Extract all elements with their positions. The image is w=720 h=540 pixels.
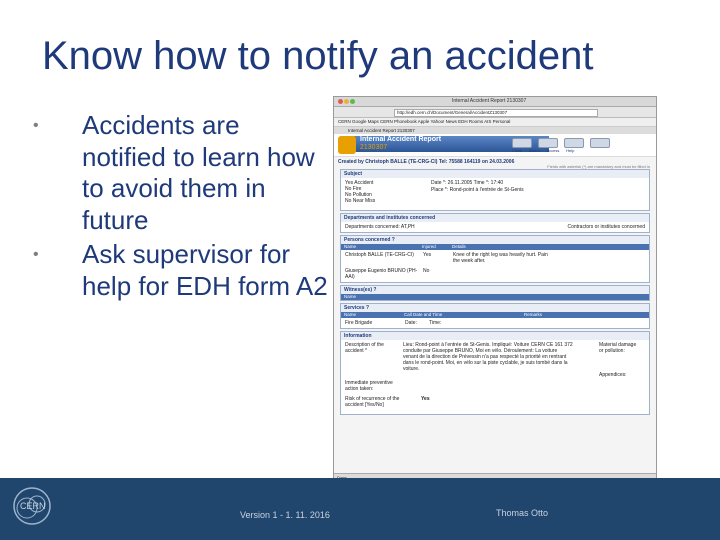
- close-label: Close: [512, 148, 523, 153]
- table-header: Name: [341, 294, 649, 300]
- section-header: Information: [341, 332, 649, 340]
- window-controls: [338, 99, 356, 106]
- author-text: Thomas Otto: [496, 508, 549, 518]
- browser-screenshot: [333, 96, 657, 482]
- header-button-labels: [512, 148, 574, 153]
- service-date: Date:: [405, 320, 417, 326]
- close-dot-icon: [338, 99, 343, 104]
- section-header: Witness(es) ?: [341, 286, 649, 294]
- services-section: [340, 303, 650, 329]
- col-details: Details: [452, 244, 466, 249]
- col-name: Name: [344, 312, 357, 317]
- attach-icon: [538, 138, 558, 148]
- service-time: Time:: [429, 320, 442, 326]
- attach-label: Attach: [528, 148, 541, 153]
- person-injured: Yes: [423, 252, 432, 258]
- bullet-text: Ask supervisor for help for EDH form A2: [82, 238, 328, 301]
- close-icon: [512, 138, 532, 148]
- help-icon: [590, 138, 610, 148]
- table-row: [341, 266, 649, 282]
- witnesses-section: [340, 285, 650, 301]
- mandatory-note: Fields with asterisk (*) are mandatory and must be filled in: [547, 164, 650, 169]
- table-row: [341, 250, 649, 266]
- window-titlebar: [334, 97, 656, 107]
- description-text: Lieu: Rond-point à l'entrée de St-Genis. Impliqué: Voiture CERN CE 161 372 conduite par Giuseppe BRUNO, Moi en vélo. Déroulement: La voiture venant de la direction de Prévessin n'a pas respecté la priorité en rentrant dans le rond-point. Moi, en vélo sur la piste cyclable, je suis tombé dans la voiture.: [403, 342, 573, 372]
- browser-tab: Internal Accident Report 2130307: [334, 127, 656, 134]
- type-accident: Yes Accident: [345, 180, 374, 186]
- place: Place *: Rond-point à l'entrée de St-Genis: [431, 187, 524, 193]
- bookmarks-bar: CERN Google Maps CERN Phonebook Apple Yahoo! News EDH Rooms AIS Personal: [334, 118, 656, 127]
- description-label: Description of the accident *: [345, 342, 384, 354]
- date-time: Date *: 26.11.2005 Time *: 17:40: [431, 180, 504, 186]
- col-remarks: Remarks: [524, 312, 543, 317]
- access-icon: [564, 138, 584, 148]
- service-name: Fire Brigade: [345, 320, 373, 326]
- version-text: Version 1 - 1. 11. 2016: [240, 510, 330, 520]
- appendices-label: Appendices:: [599, 372, 627, 378]
- section-header: Subject: [341, 170, 649, 178]
- footer-bar: [0, 478, 720, 540]
- risk-label: Risk of recurrence of the accident [Yes/No]: [345, 396, 400, 408]
- browser-navbar: [334, 107, 656, 118]
- person-details: Knee of the right leg was heavily hurt. Pain the week after.: [453, 252, 548, 264]
- departments-concerned: Departments concerned: AT,PH: [345, 224, 415, 230]
- minimize-dot-icon: [344, 99, 349, 104]
- type-pollution: No Pollution: [345, 192, 372, 198]
- persons-section: [340, 235, 650, 283]
- person-injured: No: [423, 268, 430, 274]
- slide-title: Know how to notify an accident: [42, 34, 594, 78]
- contractors-concerned: Contractors or institutes concerned: [567, 224, 645, 230]
- bullet-text: Accidents are notified to learn how to avoid them in future: [82, 110, 315, 236]
- information-section: [340, 331, 650, 415]
- col-injured: Injured: [422, 244, 436, 249]
- zoom-dot-icon: [350, 99, 355, 104]
- departments-section: [340, 213, 650, 233]
- bullet-item: [30, 110, 330, 237]
- col-call-date: Call Date and Time: [404, 312, 443, 317]
- person-name: Giuseppe Eugenio BRUNO (PH-AAI): [345, 268, 418, 280]
- bullet-dot-icon: •: [33, 117, 39, 134]
- col-name: Name: [344, 244, 357, 249]
- cern-logo-icon: [338, 136, 356, 154]
- section-header: Services ?: [341, 304, 649, 312]
- section-body: [341, 340, 649, 414]
- section-header: Departments and institutes concerned: [341, 214, 649, 222]
- person-name: Christoph BALLE (TE-CRG-CI): [345, 252, 414, 258]
- section-header: Persons concerned ?: [341, 236, 649, 244]
- window-title: Internal Accident Report 2130307: [452, 98, 527, 104]
- section-body: [341, 222, 649, 232]
- bullet-list: [30, 110, 330, 304]
- bullet-item: [30, 239, 330, 302]
- risk-value: Yes: [421, 396, 430, 402]
- cern-logo-icon: [10, 484, 54, 528]
- subject-section: [340, 169, 650, 211]
- svg-text:CERN: CERN: [20, 501, 46, 511]
- report-number: 2130307: [360, 144, 388, 151]
- type-fire: No Fire: [345, 186, 362, 192]
- type-near-miss: No Near Miss: [345, 198, 376, 204]
- access-label: Access: [546, 148, 560, 153]
- url-field: http://edh.cern.ch/Document/General/AccidentZ130307: [394, 109, 598, 117]
- immediate-action-label: Immediate preventive action taken:: [345, 380, 393, 392]
- section-body: [341, 178, 649, 210]
- help-label: Help: [566, 148, 575, 153]
- material-label: Material damage or pollution:: [599, 342, 637, 354]
- app-header: [334, 134, 656, 157]
- created-by-text: Created by Christoph BALLE (TE-CRG-CI) Tel: 75588 164119 on 24.03.2006: [338, 159, 515, 165]
- app-title: Internal Accident Report: [360, 136, 442, 143]
- table-row: [341, 318, 649, 328]
- bullet-dot-icon: •: [33, 245, 39, 263]
